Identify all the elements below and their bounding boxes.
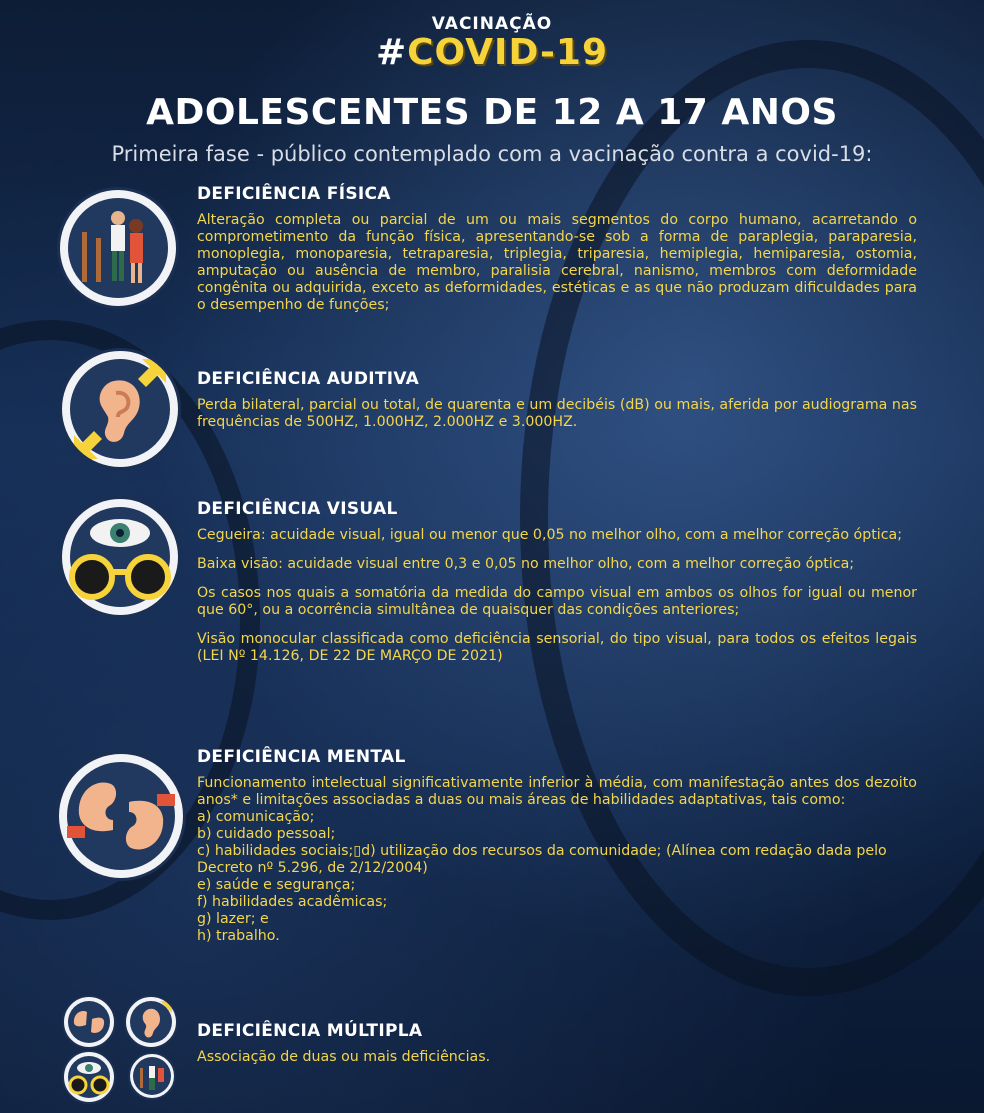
eye-glasses-icon (62, 1050, 116, 1104)
list-item: a) comunicação; (197, 809, 315, 825)
wheelchair-people-icon (128, 1052, 176, 1100)
section-deficiencia-visual (197, 499, 917, 677)
section-deficiencia-multipla (197, 1021, 917, 1066)
campaign-kicker: VACINAÇÃO (431, 14, 553, 34)
wheelchair-people-icon (57, 187, 179, 309)
header (0, 14, 984, 72)
campaign-hashtag (0, 34, 984, 72)
hashtag-symbol: # (375, 32, 408, 73)
section-text: Alteração completa ou parcial de um ou mais segmentos do corpo humano, acarretando o comprometimento da função física, apresentando-se sob a forma de paraplegia, paraparesia, monoplegia, monoparesia, tetraparesia, triplegia, triparesia, hemiplegia, hemiparesia, ostomia, amputação ou ausência de membro, paralisia cerebral, nanismo, membros com deformidade congênita ou adquirida, exceto as deformidades, estéticas e as que não produzam dificuldades para o desempenho de funções; (197, 212, 917, 313)
section-paragraph: Visão monocular classificada como deficiência sensorial, do tipo visual, para todos os efeitos legais (LEI Nº 14.126, DE 22 DE MARÇO DE 2021) (197, 631, 917, 664)
section-paragraph: Os casos nos quais a somatória da medida do campo visual em ambos os olhos for igual ou menor que 60°, ou a ocorrência simultânea de quaisquer das condições anteriores; (197, 585, 917, 618)
section-text: Associação de duas ou mais deficiências. (197, 1049, 491, 1065)
page-subtitle: Primeira fase - público contemplado com a vacinação contra a covid-19: (111, 142, 873, 166)
section-paragraph: Baixa visão: acuidade visual entre 0,3 e 0,05 no melhor olho, com a melhor correção óptica; (197, 556, 855, 572)
page-title: ADOLESCENTES DE 12 A 17 ANOS (146, 92, 838, 133)
list-item: f) habilidades acadêmicas; (197, 894, 388, 910)
section-title: DEFICIÊNCIA MÚLTIPLA (197, 1021, 423, 1041)
sign-language-hands-icon (56, 751, 186, 881)
section-title: DEFICIÊNCIA VISUAL (197, 499, 398, 519)
section-title: DEFICIÊNCIA MENTAL (197, 747, 406, 767)
ear-icon (124, 995, 178, 1049)
sign-language-hands-icon (62, 995, 116, 1049)
section-deficiencia-mental (197, 747, 917, 945)
list-item: c) habilidades sociais;▯d) utilização dos recursos da comunidade; (Alínea com redação dada pelo Decreto nº 5.296, de 2/12/2004) (197, 843, 887, 876)
eye-glasses-icon (59, 496, 181, 618)
section-title: DEFICIÊNCIA AUDITIVA (197, 369, 420, 389)
section-deficiencia-fisica (197, 184, 917, 314)
list-item: h) trabalho. (197, 928, 280, 944)
ear-icon (59, 348, 181, 470)
list-item: b) cuidado pessoal; (197, 826, 336, 842)
section-text: Perda bilateral, parcial ou total, de quarenta e um decibéis (dB) ou mais, aferida por audiograma nas frequências de 500HZ, 1.000HZ, 2.000HZ e 3.000HZ. (197, 397, 917, 430)
section-title: DEFICIÊNCIA FÍSICA (197, 184, 391, 204)
hashtag-text: COVID-19 (407, 32, 609, 73)
list-item: g) lazer; e (197, 911, 269, 927)
section-paragraph: Cegueira: acuidade visual, igual ou menor que 0,05 no melhor olho, com a melhor correção óptica; (197, 527, 903, 543)
section-deficiencia-auditiva (197, 369, 917, 431)
section-intro: Funcionamento intelectual significativamente inferior à média, com manifestação antes dos dezoito anos* e limitações associadas a duas ou mais áreas de habilidades adaptativas, tais como: (197, 775, 917, 808)
list-item: e) saúde e segurança; (197, 877, 356, 893)
